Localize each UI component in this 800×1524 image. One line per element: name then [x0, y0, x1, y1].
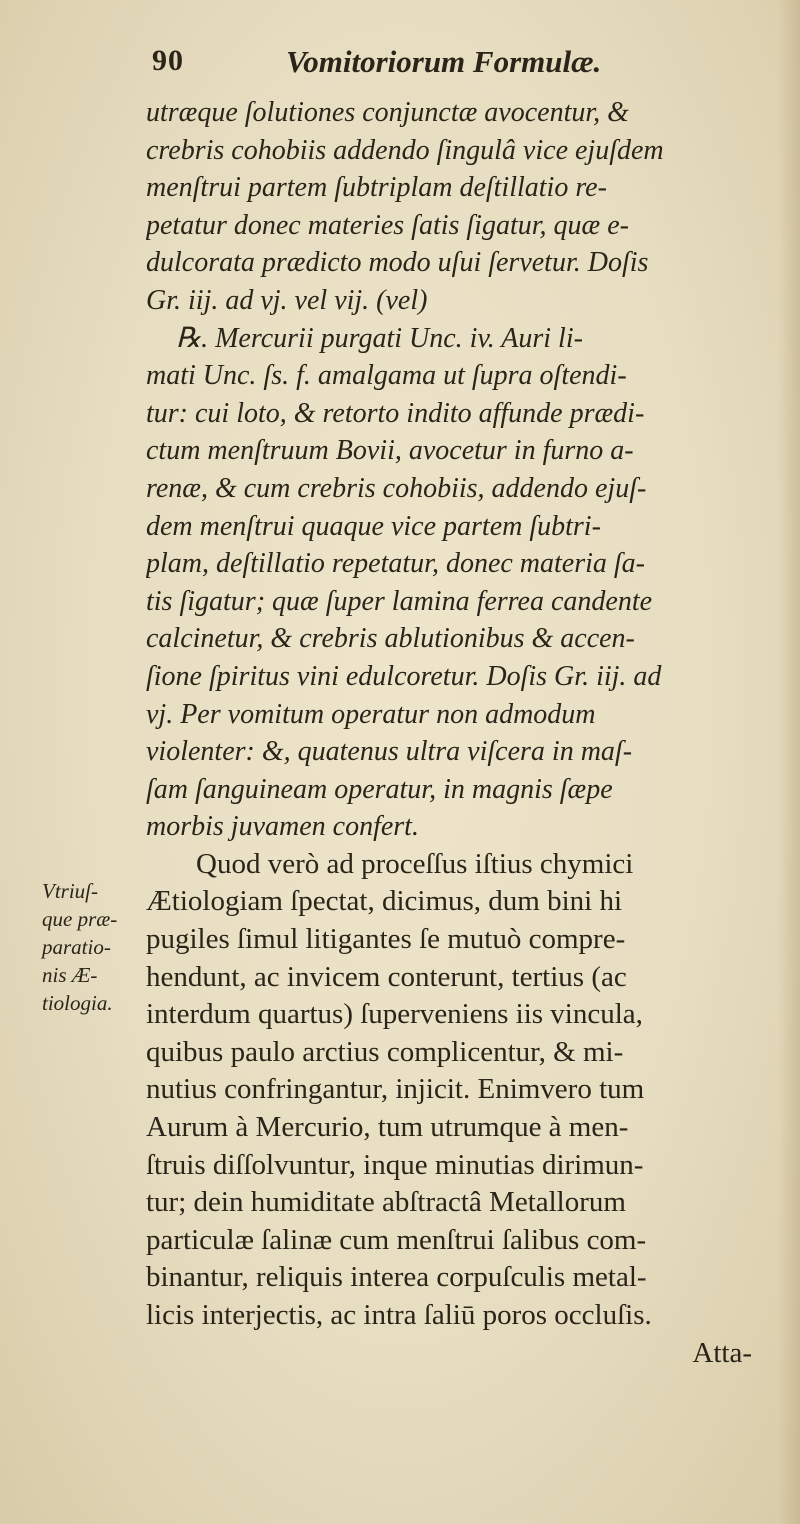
- text-line: dem menſtrui quaque vice partem ſubtri-: [146, 510, 601, 542]
- text-line: tur: cui loto, & retorto indito affunde prædi-: [146, 397, 645, 429]
- marginal-note-line: nis Æ-: [42, 963, 98, 987]
- text-line: licis interjectis, ac intra ſaliū poros occluſis.: [146, 1299, 652, 1331]
- text-line: nutius confringantur, injicit. Enimvero tum: [146, 1073, 645, 1106]
- marginal-note-line: que præ-: [42, 907, 118, 931]
- text-line: ſam ſanguineam operatur, in magnis ſæpe: [146, 773, 613, 805]
- text-line: particulæ ſalinæ cum menſtrui ſalibus com-: [146, 1223, 647, 1256]
- catchword: Atta-: [692, 1336, 752, 1369]
- text-line: utræque ſolutiones conjunctæ avocentur, &: [146, 97, 629, 128]
- text-line: petatur donec materies ſatis ſigatur, quæ e-: [146, 209, 629, 241]
- text-line: interdum quartus) ſuperveniens iis vincula,: [146, 998, 643, 1031]
- text-line: Ætiologiam ſpectat, dicimus, dum bini hi: [146, 885, 623, 918]
- marginal-note-line: Vtriuſ-: [42, 879, 98, 903]
- marginal-note-line: paratio-: [42, 935, 111, 959]
- text-line: tis ſigatur; quæ ſuper lamina ferrea candente: [146, 585, 653, 617]
- running-head: Vomitoriorum Formulæ.: [286, 44, 602, 79]
- marginal-note-line: tiologia.: [42, 991, 113, 1015]
- page-header: [152, 44, 652, 88]
- recipe-line: ℞. Mercurii purgati Unc. iv. Auri li-: [176, 322, 583, 354]
- text-line: Aurum à Mercurio, tum utrumque à men-: [146, 1111, 629, 1144]
- text-line: ctum menſtruum Bovii, avocetur in furno a-: [146, 435, 634, 467]
- text-line: calcinetur, & crebris ablutionibus & accen-: [146, 623, 635, 655]
- text-line: pugiles ſimul litigantes ſe mutuò compre-: [146, 923, 626, 956]
- text-line: Gr. iij. ad vj. vel vij. (vel): [146, 284, 428, 316]
- text-line: ſione ſpiritus vini edulcoretur. Doſis Gr. iij. ad: [146, 660, 662, 692]
- text-line: binantur, reliquis interea corpuſculis metal-: [146, 1261, 647, 1294]
- text-line: morbis juvamen confert.: [146, 811, 419, 843]
- text-line: plam, deſtillatio repetatur, donec materia ſa-: [146, 548, 646, 580]
- text-line: vj. Per vomitum operatur non admodum: [146, 698, 596, 730]
- page-number: 90: [152, 44, 184, 77]
- text-line: tur; dein humiditate abſtractâ Metallorum: [146, 1186, 626, 1219]
- marginal-note: [42, 877, 142, 1017]
- text-line: ſtruis diſſolvuntur, inque minutias dirimun-: [146, 1148, 644, 1181]
- text-line: hendunt, ac invicem conterunt, tertius (ac: [146, 960, 627, 993]
- text-line: violenter: &, quatenus ultra viſcera in maſ-: [146, 736, 633, 768]
- text-line: quibus paulo arctius complicentur, & mi-: [146, 1035, 624, 1068]
- body-text: [146, 94, 786, 1372]
- text-line: mati Unc. ſs. f. amalgama ut ſupra oſtendi-: [146, 360, 627, 392]
- text-line: dulcorata prædicto modo uſui ſervetur. Doſis: [146, 247, 649, 279]
- text-line: renæ, & cum crebris cohobiis, addendo ejuſ-: [146, 472, 647, 504]
- paragraph-start-line: Quod verò ad proceſſus iſtius chymici: [196, 847, 634, 880]
- text-line: crebris cohobiis addendo ſingulâ vice ejuſdem: [146, 134, 664, 166]
- text-line: menſtrui partem ſubtriplam deſtillatio re-: [146, 172, 607, 204]
